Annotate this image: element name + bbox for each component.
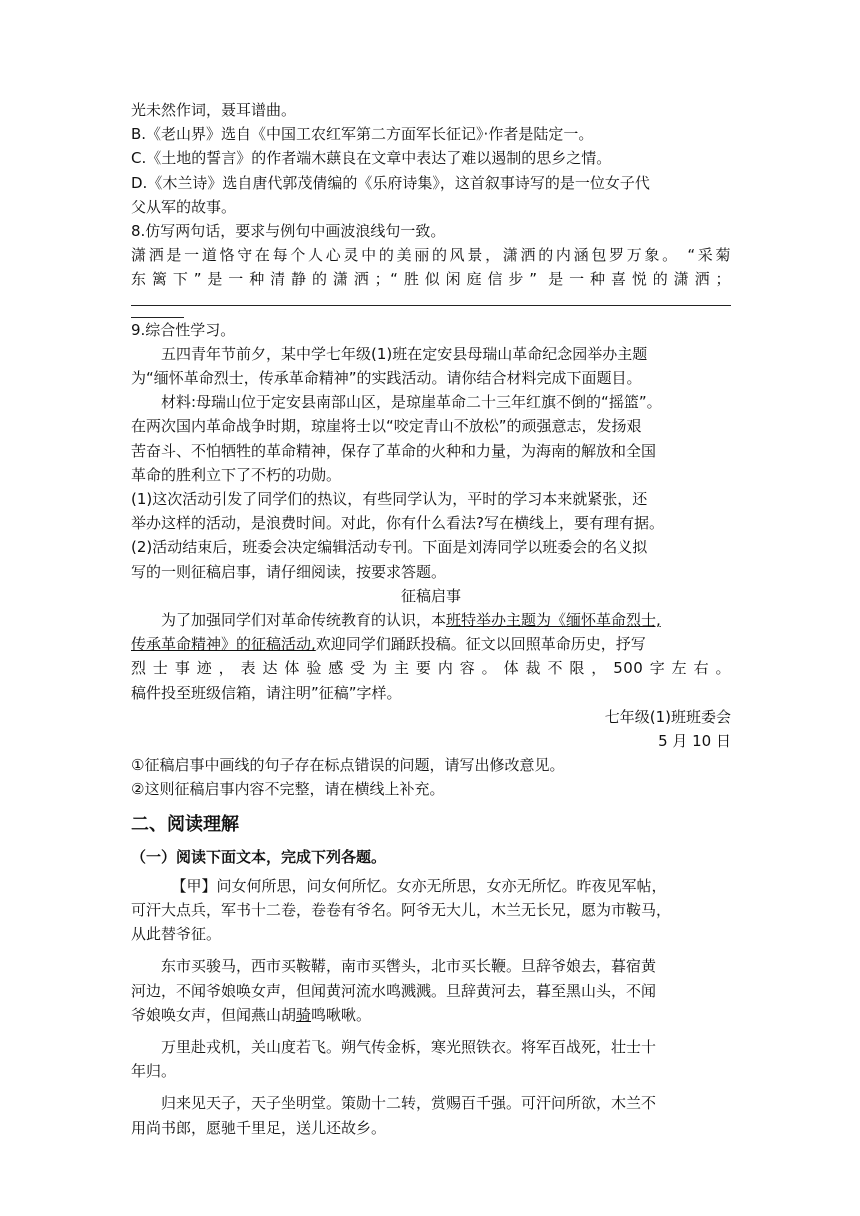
poem-line: 【甲】问女何所思，问女何所忆。女亦无所思，女亦无所忆。昨夜见军帖， [171,876,667,895]
poem-line: 河边，不闻爷娘唤女声，但闻黄河流水鸣溅溅。旦辞黄河去，暮至黑山头，不闻 [131,981,657,1000]
task-2: ②这则征稿启事内容不完整，请在横线上补充。 [131,780,445,799]
section-subtitle: （一）阅读下面文本，完成下列各题。 [131,847,387,866]
material: 材料:母瑞山位于定安县南部山区，是琼崖革命二十三年红旗不倒的“摇篮”。 [161,393,662,412]
poem-line [131,1003,731,1027]
option-b: B.《老山界》选自《中国工农红军第二方面军长征记》·作者是陆定一。 [131,125,594,144]
poem-line: 归来见天子，天子坐明堂。策勋十二转，赏赐百千强。可汗问所欲，木兰不 [161,1094,657,1113]
poem-line: 年归。 [131,1062,177,1081]
task-1: ①征稿启事中画线的句子存在标点错误的问题，请写出修改意见。 [131,756,565,775]
option-c: C.《土地的誓言》的作者端木蕻良在文章中表达了难以遏制的思乡之情。 [131,149,612,168]
poem-text: 爷娘唤女声，但闻燕山胡 [131,1005,297,1024]
question-8: 8.仿写两句话，要求与例句中画波浪线句一致。 [131,222,446,241]
notice-line: 稿件投至班级信箱，请注明”征稿”字样。 [131,683,402,702]
underlined-char: 骑 [296,1005,312,1024]
option-d: D.《木兰诗》选自唐代郭茂倩编的《乐府诗集》，这首叙事诗写的是一位女子代 [131,173,650,192]
notice-signature: 七年级(1)班班委会 [604,707,731,726]
sub-question-1-cont: 举办这样的活动，是浪费时间。对此，你有什么看法?写在横线上，要有理有据。 [131,514,664,533]
question-8-example-cont: 东篱下”是一种清静的潇洒；“胜似闲庭信步” 是一种喜悦的潇洒； [131,270,731,289]
answer-line-short[interactable] [131,306,184,318]
notice-line: 烈士事迹，表达体验感受为主要内容。体裁不限，500字左右。 [131,659,731,678]
section-title: 二、阅读理解 [131,813,239,835]
question-9-intro-cont: 为“缅怀革命烈士，传承革命精神”的实践活动。请你结合材料完成下面题目。 [131,369,642,388]
poem-line: 万里赴戎机，关山度若飞。朔气传金柝，寒光照铁衣。将军百战死，壮士十 [161,1037,657,1056]
notice-date: 5 月 10 日 [658,732,731,751]
document-page [131,98,731,1140]
sub-question-1: (1)这次活动引发了同学们的热议，有些同学认为，平时的学习本来就紧张，还 [131,490,648,509]
notice-line [131,632,731,656]
notice-line [131,608,731,632]
line: 光未然作词，聂耳谱曲。 [131,101,297,119]
poem-text: 鸣啾啾。 [311,1005,372,1024]
underlined-sentence: 班特举办主题为《缅怀革命烈士, [446,611,661,630]
material-cont: 在两次国内革命战争时期，琼崖将士以“咬定青山不放松”的顽强意志，发扬艰 [131,417,642,436]
notice-text: 为了加强同学们对革命传统教育的认识，本 [161,611,447,630]
sub-question-2-cont: 写的一则征稿启事，请仔细阅读，按要求答题。 [131,562,447,581]
poem-line: 东市买骏马，西市买鞍鞯，南市买辔头，北市买长鞭。旦辞爷娘去，暮宿黄 [161,957,657,976]
poem-line: 可汗大点兵，军书十二卷，卷卷有爷名。阿爷无大儿，木兰无长兄，愿为市鞍马， [131,900,672,919]
material-cont: 苦奋斗、不怕牺牲的革命精神，保存了革命的火种和力量，为海南的解放和全国 [131,441,657,460]
answer-line[interactable] [131,292,731,306]
question-9: 9.综合性学习。 [131,320,236,339]
option-d-cont: 父从军的故事。 [131,197,237,216]
notice-title: 征稿启事 [400,586,461,605]
underlined-sentence: 传承革命精神》的征稿活动, [131,635,316,654]
question-9-intro: 五四青年节前夕，某中学七年级(1)班在定安县母瑞山革命纪念园举办主题 [161,344,648,363]
poem-line: 从此替爷征。 [131,925,222,944]
poem-line: 用尚书郎，愿驰千里足，送儿还故乡。 [131,1118,387,1137]
sub-question-2: (2)活动结束后，班委会决定编辑活动专刊。下面是刘涛同学以班委会的名义拟 [131,538,648,557]
notice-text: 欢迎同学们踊跃投稿。征文以回照革命历史，抒写 [315,635,646,654]
question-8-example: 潇洒是一道恪守在每个人心灵中的美丽的风景，潇洒的内涵包罗万象。 “采菊 [131,246,731,265]
material-cont: 革命的胜利立下了不朽的功勋。 [131,465,342,484]
